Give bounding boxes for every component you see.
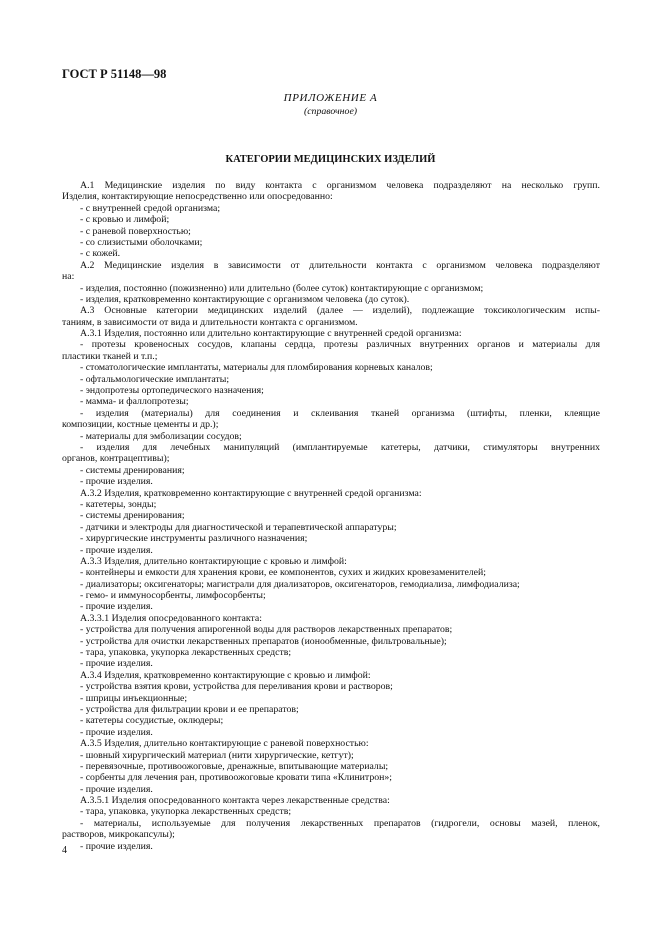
text-line: - изделия, постоянно (пожизненно) или длительно (более суток) контактирующие с организмом; xyxy=(80,282,484,294)
text-line: - тара, упаковка, укупорка лекарственных средств; xyxy=(80,806,292,818)
text-line: пластики тканей и т.п.; xyxy=(62,350,158,362)
body-text xyxy=(62,180,600,852)
text-line: - хирургические инструменты различного назначения; xyxy=(80,533,308,545)
text-line: - прочие изделия. xyxy=(80,658,153,670)
text-line: - устройства для получения апирогенной воды для растворов лекарственных препаратов; xyxy=(80,624,453,636)
text-line: - перевязочные, противоожоговые, дренажные, впитывающие материалы; xyxy=(80,760,389,772)
text-line: Изделия, контактирующие непосредственно или опосредованно: xyxy=(62,191,333,203)
page-number: 4 xyxy=(62,845,67,856)
text-line: - прочие изделия. xyxy=(80,840,153,852)
text-line: A.3 Основные категории медицинских изделий (далее — изделий), подлежащие токсикологическим испы- xyxy=(80,305,600,317)
text-line: - с кровью и лимфой; xyxy=(80,214,170,226)
text-line: - изделия (материалы) для соединения и склеивания тканей организма (штифты, пленки, клеящие xyxy=(80,407,600,419)
text-line: A.2 Медицинские изделия в зависимости от длительности контакта с организмом человека подразделяют xyxy=(80,259,600,271)
text-line: композиции, костные цементы и др.); xyxy=(62,419,219,431)
text-line: A.3.3 Изделия, длительно контактирующие с кровью и лимфой: xyxy=(80,555,347,567)
text-line: таниям, в зависимости от вида и длительности контакта с организмом. xyxy=(62,316,358,328)
text-line: - датчики и электроды для диагностической и терапевтической аппаратуры; xyxy=(80,521,397,533)
text-line: A.3.5.1 Изделия опосредованного контакта через лекарственные средства: xyxy=(80,795,390,807)
text-line: A.3.3.1 Изделия опосредованного контакта: xyxy=(80,612,262,624)
text-line: - офтальмологические имплантаты; xyxy=(80,373,230,385)
text-line: - устройства для очистки лекарственных препаратов (ионообменные, фильтровальные); xyxy=(80,635,447,647)
text-line: - с внутренней средой организма; xyxy=(80,202,221,214)
text-line: A.3.4 Изделия, кратковременно контактирующие с кровью и лимфой: xyxy=(80,669,371,681)
text-line: - прочие изделия. xyxy=(80,544,153,556)
text-line: - с раневой поверхностью; xyxy=(80,225,191,237)
text-line: - материалы, используемые для получения лекарственных препаратов (гидрогели, основы мазей, пленок, xyxy=(80,817,600,829)
document-code-header: ГОСТ Р 51148—98 xyxy=(62,67,167,81)
text-line: - мамма- и фаллопротезы; xyxy=(80,396,189,408)
text-line: - системы дренирования; xyxy=(80,464,185,476)
text-line: - контейнеры и емкости для хранения крови, ее компонентов, сухих и жидких кровезаменителей; xyxy=(80,567,486,579)
text-line: - тара, упаковка, укупорка лекарственных средств; xyxy=(80,647,292,659)
text-line: - прочие изделия. xyxy=(80,726,153,738)
text-line: A.3.2 Изделия, кратковременно контактирующие с внутренней средой организма: xyxy=(80,487,422,499)
text-line: - прочие изделия. xyxy=(80,601,153,613)
text-line: на: xyxy=(62,271,75,283)
text-line: - прочие изделия. xyxy=(80,476,153,488)
text-line: - стоматологические имплантаты, материалы для пломбирования корневых каналов; xyxy=(80,362,433,374)
text-line: - материалы для эмболизации сосудов; xyxy=(80,430,242,442)
text-line: растворов, микрокапсулы); xyxy=(62,829,175,841)
text-line: A.1 Медицинские изделия по виду контакта с организмом человека подразделяют на несколько групп. xyxy=(80,180,600,191)
text-line: - со слизистыми оболочками; xyxy=(80,236,203,248)
text-line: органов, контрацептивы); xyxy=(62,453,170,465)
text-line: - системы дренирования; xyxy=(80,510,185,522)
text-line: - устройства взятия крови, устройства для переливания крови и растворов; xyxy=(80,681,393,693)
text-line: - сорбенты для лечения ран, противоожоговые кровати типа «Клинитрон»; xyxy=(80,772,392,784)
text-line: - шприцы инъекционные; xyxy=(80,692,188,704)
text-line: - прочие изделия. xyxy=(80,783,153,795)
text-line: - катетеры сосудистые, оклюдеры; xyxy=(80,715,224,727)
appendix-label: ПРИЛОЖЕНИЕ А xyxy=(283,92,378,104)
appendix-note: (справочное) xyxy=(303,106,358,117)
text-line: - шовный хирургический материал (нити хирургические, кетгут); xyxy=(80,749,354,761)
text-line: - протезы кровеносных сосудов, клапаны сердца, протезы различных внутренних органов и материалы для xyxy=(80,339,600,351)
text-line: - изделия, кратковременно контактирующие с организмом человека (до суток). xyxy=(80,293,410,305)
text-line: A.3.5 Изделия, длительно контактирующие с раневой поверхностью: xyxy=(80,738,369,750)
section-title: КАТЕГОРИИ МЕДИЦИНСКИХ ИЗДЕЛИЙ xyxy=(225,154,436,165)
text-line: - устройства для фильтрации крови и ее препаратов; xyxy=(80,703,299,715)
text-line: - эндопротезы ортопедического назначения; xyxy=(80,385,264,397)
text-line: - катетеры, зонды; xyxy=(80,498,157,510)
text-line: A.3.1 Изделия, постоянно или длительно контактирующие с внутренней средой организма: xyxy=(80,328,462,340)
text-line: - с кожей. xyxy=(80,248,121,260)
text-line: - гемо- и иммуносорбенты, лимфосорбенты; xyxy=(80,590,266,602)
text-line: - изделия для лечебных манипуляций (имплантируемые катетеры, датчики, стимуляторы внутренних xyxy=(80,441,600,453)
text-line: - диализаторы; оксигенаторы; магистрали для диализаторов, оксигенаторов, гемодиализа, лимфодиализа; xyxy=(80,578,520,590)
